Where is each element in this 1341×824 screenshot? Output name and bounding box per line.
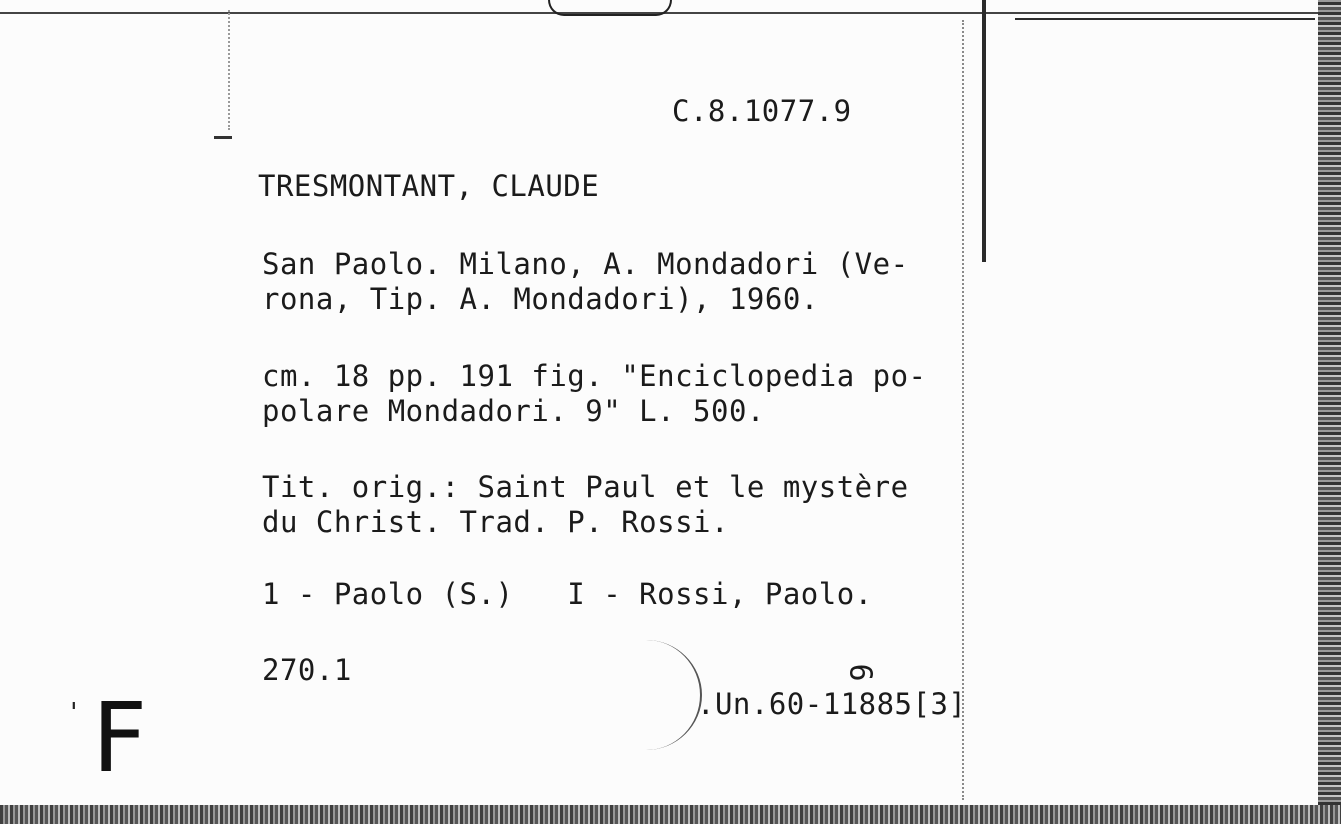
margin-letter: F (92, 682, 148, 794)
original-title-line-2: du Christ. Trad. P. Rossi. (262, 505, 729, 539)
collation-line-1: cm. 18 pp. 191 fig. "Enciclopedia po- (262, 359, 927, 393)
call-number: C.8.1077.9 (672, 94, 852, 128)
author-heading: TRESMONTANT, CLAUDE (258, 169, 600, 203)
right-panel-rule (1015, 18, 1315, 20)
left-dotted-mark (228, 10, 234, 130)
left-tick-mark (214, 136, 232, 139)
tracings: 1 - Paolo (S.) I - Rossi, Paolo. (262, 577, 873, 611)
classification-number: 270.1 (262, 653, 352, 687)
right-divider-line (982, 0, 986, 262)
imprint-line-1: San Paolo. Milano, A. Mondadori (Ve- (262, 247, 909, 281)
stamp-arc (590, 640, 702, 750)
bottom-scan-edge (0, 805, 1341, 824)
top-tab-notch (548, 0, 672, 16)
original-title-line-1: Tit. orig.: Saint Paul et le mystère (262, 470, 909, 504)
dotted-perforation (962, 20, 978, 800)
collation-line-2: polare Mondadori. 9" L. 500. (262, 394, 765, 428)
handwritten-number: 9 (845, 663, 881, 682)
inventory-number: .Un.60-11885[3] (697, 687, 967, 721)
imprint-line-2: rona, Tip. A. Mondadori), 1960. (262, 282, 819, 316)
right-scan-edge (1318, 0, 1341, 805)
margin-mark: ' (66, 698, 82, 728)
